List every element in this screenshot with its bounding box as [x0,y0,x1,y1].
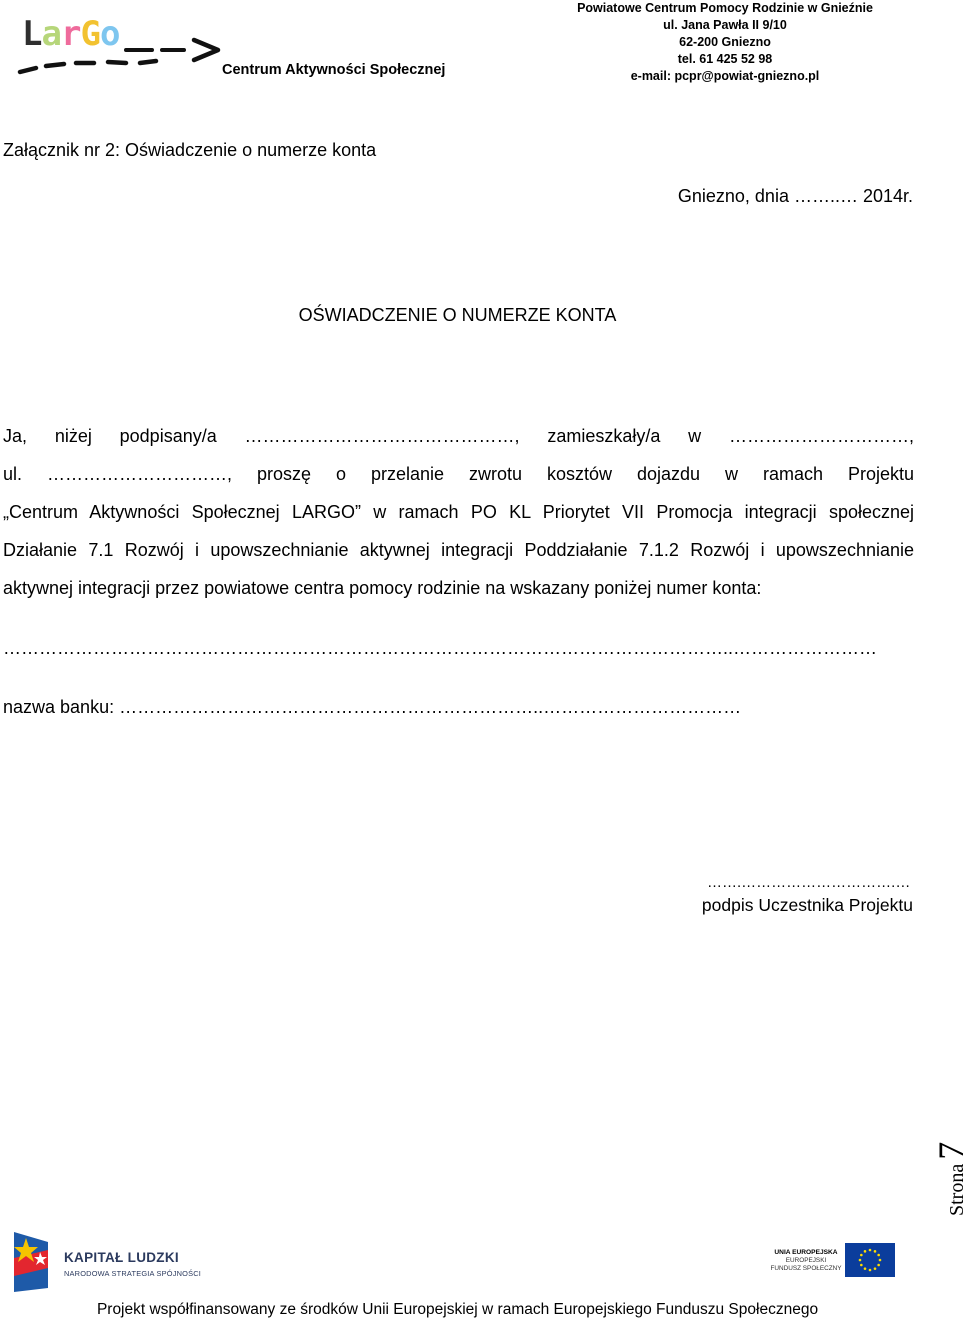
paragraph-line-5: aktywnej integracji przez powiatowe centra pomocy rodzinie na wskazany poniżej numer konta: [3,578,762,598]
eu-star [864,1250,867,1253]
eu-efs-logo [770,1242,896,1282]
page-number [930,1142,972,1216]
eu-star [879,1259,882,1262]
eu-star [874,1250,877,1253]
signature-line: …….………………………….… [707,874,911,891]
eu-star [869,1249,872,1252]
signature-label: podpis Uczestnika Projektu [701,895,913,915]
paragraph-line-4: Działanie 7.1 Rozwój i upowszechnianie aktywnej integracji Poddziałanie 7.1.2 Rozwój i upowszechnianie [3,540,914,560]
eu-efs-text [770,1249,842,1273]
eu-flag-icon [845,1243,895,1277]
eu-line-2: EUROPEJSKI [785,1257,827,1264]
eu-line-1: UNIA EUROPEJSKA [774,1249,838,1256]
logo-dashed-arrow [16,14,231,80]
eu-star [869,1269,872,1272]
eu-line-3: FUNDUSZ SPOŁECZNY [770,1265,842,1272]
centrum-label: Centrum Aktywności Społecznej [222,62,446,78]
kapital-ludzki-subtitle: NARODOWA STRATEGIA SPÓJNOŚCI [64,1269,202,1278]
organization-address [560,0,890,85]
largo-logo-wordmark: LarGo [22,14,120,54]
page-number-value: 7 [931,1141,971,1160]
org-phone: tel. 61 425 52 98 [677,52,773,66]
org-city: 62-200 Gniezno [679,35,771,49]
org-name: Powiatowe Centrum Pomocy Rodzinie w Gnieźnie [577,1,873,15]
eu-star [864,1267,867,1270]
eu-star [874,1267,877,1270]
kapital-ludzki-title: KAPITAŁ LUDZKI [64,1250,179,1265]
eu-star [860,1254,863,1257]
paragraph-line-1: Ja, niżej podpisany/a ………………………………………, zamieszkały/a w …………………………, [3,426,914,446]
attachment-title: Załącznik nr 2: Oświadczenie o numerze konta [3,140,377,160]
account-number-field: …………………………………………………………………………………………………………..…………………… [3,638,878,658]
kapital-ludzki-emblem-icon [10,1228,58,1294]
org-street: ul. Jana Pawła II 9/10 [663,18,787,32]
eu-star [859,1259,862,1262]
eu-star [860,1264,863,1267]
kapital-ludzki-logo [10,1228,210,1294]
eu-star [877,1264,880,1267]
largo-logo [16,14,231,80]
funding-note: Projekt współfinansowany ze środków Unii Europejskiej w ramach Europejskiego Funduszu Społecznego [96,1301,819,1318]
page-word: Strona [946,1163,968,1216]
statement-heading: OŚWIADCZENIE O NUMERZE KONTA [298,305,617,325]
paragraph-line-3: „Centrum Aktywności Społecznej LARGO” w ramach PO KL Priorytet VII Promocja integracji społecznej [3,502,914,522]
bank-name-field: nazwa banku: ……………………………………………………………..…………………………… [3,697,742,717]
eu-star [877,1254,880,1257]
org-email: e-mail: pcpr@powiat-gniezno.pl [630,69,820,83]
paragraph-line-2: ul. …………………………, proszę o przelanie zwrotu kosztów dojazdu w ramach Projektu [3,464,914,484]
place-date: Gniezno, dnia ……..… 2014r. [677,186,913,206]
